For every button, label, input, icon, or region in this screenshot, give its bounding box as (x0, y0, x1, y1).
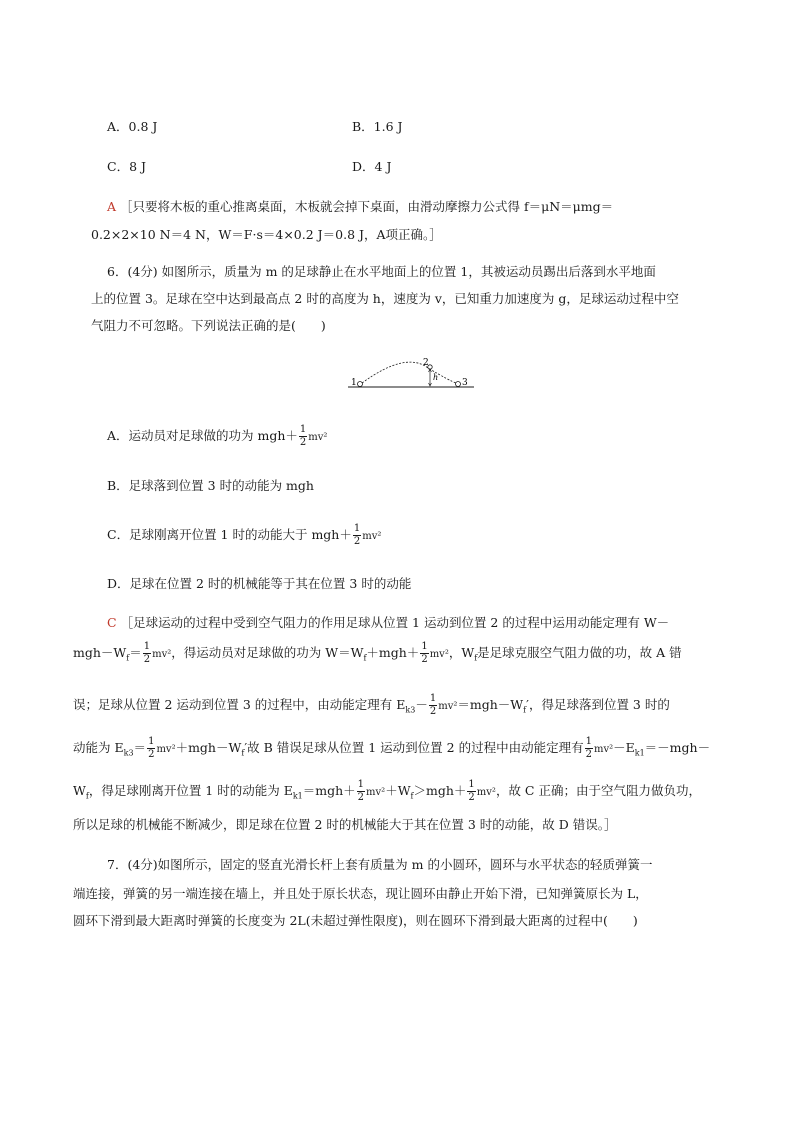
figure-label-3: 3 (462, 378, 468, 388)
q6-option-c: C．足球刚离开位置 1 时的动能大于 mgh＋ $\frac{1}{2}$ mv² (107, 523, 382, 547)
q5-answer-line1 (107, 197, 613, 215)
fraction: $\frac{1}{2}$ (353, 523, 361, 547)
trajectory-curve (362, 362, 456, 383)
q5-option-b: B．1.6 J (352, 119, 403, 134)
q6-stem-2: 上的位置 3。足球在空中达到最高点 2 时的高度为 h，速度为 v，已知重力加速度为 g，足球运动过程中空 (91, 291, 679, 306)
trajectory-figure (346, 355, 476, 395)
q5-option-a: A．0.8 J (107, 119, 158, 134)
q6-answer-line3: 误；足球从位置 2 运动到位置 3 的过程中，由动能定理有 $E_{k3}-$ $\frac{1}{2}$ $mv^2=mgh-W_f'$，得足球落到位置 3 时的 (73, 693, 670, 717)
q6-answer-line4: 动能为 $E_{k3}=$ $\frac{1}{2}$ $mv^2+mgh-W_f'$故 B 错误足球从位置 1 运动到位置 2 的过程中由动能定理有 $\frac{1}{2}$ $mv^2-E_{k1}=-mgh-$ (73, 736, 711, 760)
q6-option-a: A．运动员对足球做的功为 mgh＋ $\frac{1}{2}$ mv² (107, 424, 328, 448)
figure-label-h: h (433, 373, 439, 382)
figure-label-2: 2 (423, 358, 429, 368)
q6-answer-line1: C ［足球运动的过程中受到空气阻力的作用足球从位置 1 运动到位置 2 的过程中运用动能定理有 W－ (107, 615, 670, 630)
q6-option-d: D．足球在位置 2 时的机械能等于其在位置 3 时的动能 (107, 576, 412, 591)
q5-explanation-1: ［只要将木板的重心推离桌面，木板就会掉下桌面，由滑动摩擦力公式得 f＝μN＝μmg＝ (120, 199, 614, 214)
q6-answer-line5: $W_f$，得足球刚离开位置 1 时的动能为 $E_{k1}=mgh+$ $\frac{1}{2}$ $mv^2+W_f>mgh+$ $\frac{1}{2}$ mv²，故 C 正确；由于空气阻力做负功， (73, 779, 701, 803)
q5-option-c: C．8 J (107, 159, 147, 174)
q6-stem-1: 6．(4分) 如图所示，质量为 m 的足球静止在水平地面上的位置 1，其被运动员踢出后落到水平地面 (107, 264, 656, 279)
figure-label-1: 1 (351, 378, 357, 388)
q7-stem-3: 圆环下滑到最大距离时弹簧的长度变为 2L(未超过弹性限度)，则在圆环下滑到最大距离的过程中( ) (73, 913, 638, 928)
q6-answer-line6: 所以足球的机械能不断减少，即足球在位置 2 时的机械能大于其在位置 3 时的动能，故 D 错误。］ (73, 817, 617, 832)
q5-option-d: D．4 J (352, 159, 392, 174)
ball-position-1 (358, 382, 363, 387)
q6-answer-letter: C (107, 615, 117, 630)
q7-stem-2: 端连接，弹簧的另一端连接在墙上，并且处于原长状态，现让圆环由静止开始下滑，已知弹簧原长为 L， (73, 886, 648, 901)
fraction: $\frac{1}{2}$ (299, 424, 307, 448)
q5-answer-letter: A (107, 199, 117, 214)
q6-answer-line2: $mgh-W_f=$ $\frac{1}{2}$ mv²，得运动员对足球做的功为 $W=W_f+mgh+$ $\frac{1}{2}$ mv²，$W_f$是足球克服空气阻力做的功，故 A 错 (73, 641, 682, 665)
q6-stem-3: 气阻力不可忽略。下列说法正确的是( ) (91, 318, 326, 333)
q5-explanation-2: 0.2×2×10 N＝4 N，W＝F·s＝4×0.2 J＝0.8 J，A项正确。］ (91, 227, 442, 242)
q6-option-b: B．足球落到位置 3 时的动能为 mgh (107, 478, 314, 493)
q7-stem-1: 7．(4分)如图所示，固定的竖直光滑长杆上套有质量为 m 的小圆环，圆环与水平状态的轻质弹簧一 (107, 857, 653, 872)
ball-position-3 (456, 382, 461, 387)
